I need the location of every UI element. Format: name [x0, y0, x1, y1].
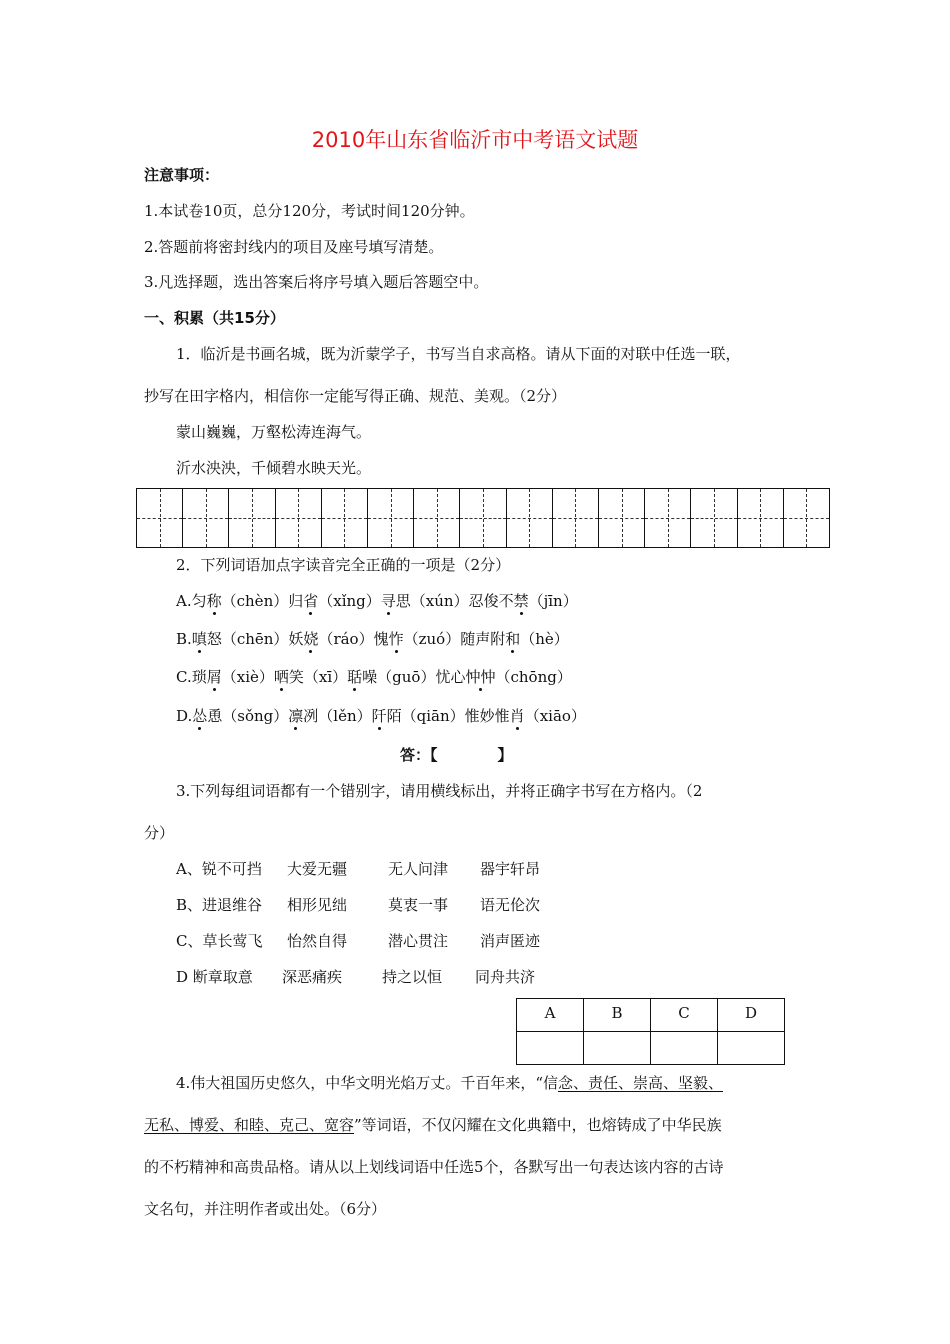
notice-item: 1.本试卷10页，总分120分，考试时间120分钟。	[144, 202, 475, 220]
q1-stem-line2: 抄写在田字格内，相信你一定能写得正确、规范、美观。（2分）	[144, 387, 567, 405]
q4-stem-line2: 无私、博爱、和睦、克己、宽容”等词语，不仅闪耀在文化典籍中，也熔铸成了中华民族	[144, 1116, 722, 1134]
grid-cell[interactable]	[460, 489, 506, 547]
grid-cell[interactable]	[322, 489, 368, 547]
q4-stem-line4: 文名句，并注明作者或出处。（6分）	[144, 1200, 387, 1218]
q1-stem-line1: 1．临沂是书画名城，既为沂蒙学子，书写当自求高格。请从下面的对联中任选一联，	[176, 345, 741, 363]
q1-couplet-line: 沂水泱泱，千倾碧水映天光。	[176, 459, 372, 477]
q3-stem-line2: 分）	[144, 824, 175, 842]
grid-cell[interactable]	[368, 489, 414, 547]
answer-table-header: D	[718, 999, 785, 1032]
q2-option-d: D.怂恿（sǒng）凛冽（lěn）阡陌（qiān）惟妙惟肖（xiāo）	[176, 707, 586, 725]
answer-table-header: C	[651, 999, 718, 1032]
grid-cell[interactable]	[599, 489, 645, 547]
answer-table-cell[interactable]	[517, 1032, 584, 1065]
grid-cell[interactable]	[137, 489, 183, 547]
q4-stem-line3: 的不朽精神和高贵品格。请从以上划线词语中任选5个，各默写出一句表达该内容的古诗	[144, 1158, 724, 1176]
section-heading: 一、积累（共15分）	[144, 309, 285, 327]
q3-answer-table	[516, 998, 785, 1065]
grid-cell[interactable]	[645, 489, 691, 547]
answer-table-header: A	[517, 999, 584, 1032]
answer-table-cell[interactable]	[718, 1032, 785, 1065]
grid-cell[interactable]	[553, 489, 599, 547]
q2-stem: 2．下列词语加点字读音完全正确的一项是（2分）	[176, 556, 511, 574]
q3-stem-line1: 3.下列每组词语都有一个错别字，请用横线标出，并将正确字书写在方格内。（2	[176, 782, 703, 800]
q4-stem-line1: 4.伟大祖国历史悠久，中华文明光焰万丈。千百年来，“信念、责任、崇高、坚毅、	[176, 1074, 723, 1092]
q1-couplet-line: 蒙山巍巍，万壑松涛连海气。	[176, 423, 372, 441]
grid-cell[interactable]	[229, 489, 275, 547]
notice-heading: 注意事项：	[144, 166, 220, 184]
answer-table-cell[interactable]	[584, 1032, 651, 1065]
q3-row: C、草长莺飞 怡然自得 潜心贯注 消声匿迹	[176, 932, 541, 950]
grid-cell[interactable]	[691, 489, 737, 547]
grid-cell[interactable]	[276, 489, 322, 547]
tianzige-grid[interactable]	[136, 488, 830, 548]
grid-cell[interactable]	[183, 489, 229, 547]
grid-cell[interactable]	[738, 489, 784, 547]
q2-option-b: B.嗔怒（chēn）妖娆（ráo）愧怍（zuó）随声附和（hè）	[176, 630, 569, 648]
q2-option-c: C.琐屑（xiè）哂笑（xī）聒噪（guō）忧心忡忡（chōng）	[176, 668, 572, 686]
grid-cell[interactable]	[507, 489, 553, 547]
notice-item: 2.答题前将密封线内的项目及座号填写清楚。	[144, 238, 444, 256]
answer-table-header: B	[584, 999, 651, 1032]
answer-table-cell[interactable]	[651, 1032, 718, 1065]
q2-answer-slot[interactable]: 答：【 】	[400, 746, 513, 764]
page-title: 2010年山东省临沂市中考语文试题	[311, 128, 639, 152]
q3-row: B、进退维谷 相形见绌 莫衷一事 语无伦次	[176, 896, 541, 914]
grid-cell[interactable]	[414, 489, 460, 547]
q3-row: A、锐不可挡 大爱无疆 无人问津 器宇轩昂	[176, 860, 541, 878]
grid-cell[interactable]	[784, 489, 829, 547]
q3-row: D 断章取意 深恶痛疾 持之以恒 同舟共济	[176, 968, 536, 986]
notice-item: 3.凡选择题，选出答案后将序号填入题后答题空中。	[144, 273, 489, 291]
q2-option-a: A.匀称（chèn）归省（xǐng）寻思（xún）忍俊不禁（jīn）	[176, 592, 578, 610]
